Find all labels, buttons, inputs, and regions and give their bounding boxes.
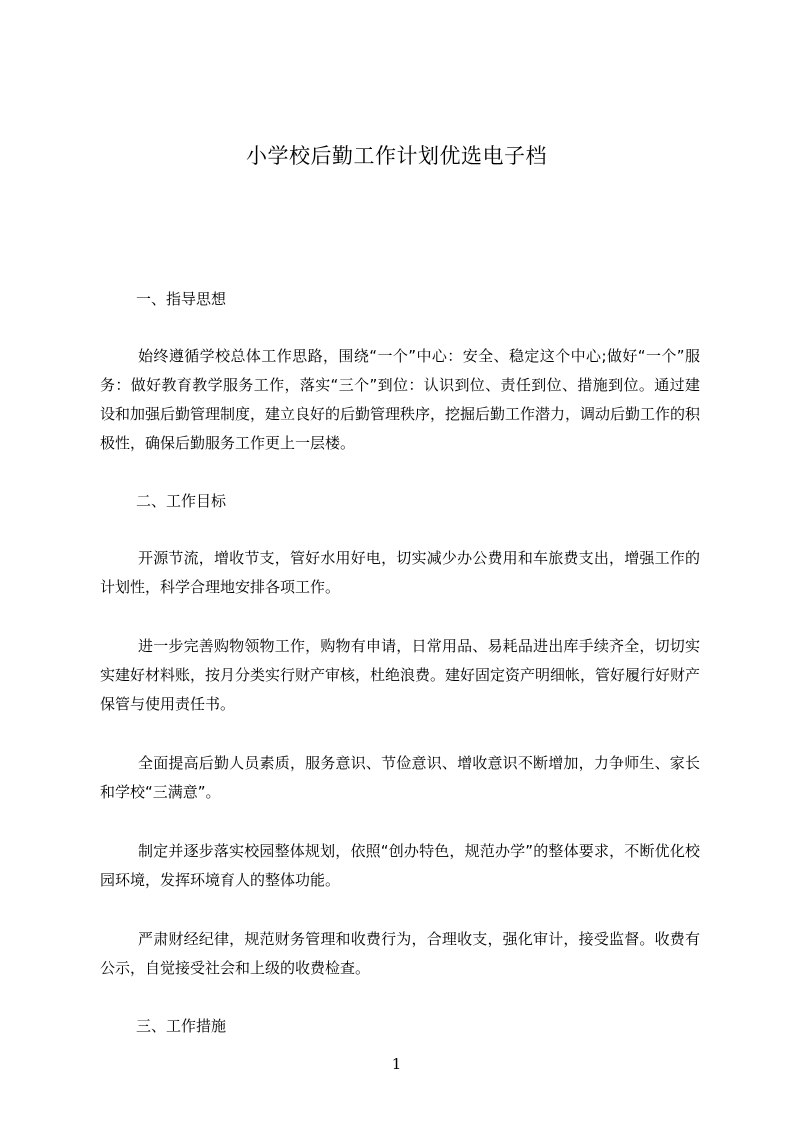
paragraph-goal-4: 制定并逐步落实校园整体规划，依照“创办特色，规范办学”的整体要求，不断优化校园环境，发挥环境育人的整体功能。 [100, 842, 700, 889]
paragraph-goal-1: 开源节流，增收节支，管好水用好电，切实减少办公费用和车旅费支出，增强工作的计划性，科学合理地安排各项工作。 [100, 549, 700, 596]
paragraph-goal-2: 进一步完善购物领物工作，购物有申请，日常用品、易耗品进出库手续齐全，切切实实建好材料账，按月分类实行财产审核，杜绝浪费。建好固定资产明细帐，管好履行好财产保管与使用责任书。 [100, 637, 701, 713]
paragraph-goal-5: 严肃财经纪律，规范财务管理和收费行为，合理收支，强化审计，接受监督。收费有公示，自觉接受社会和上级的收费检查。 [100, 930, 700, 977]
document-title: 小学校后勤工作计划优选电子档 [246, 144, 547, 168]
paragraph-guiding-ideology: 始终遵循学校总体工作思路，围绕“一个”中心：安全、稳定这个中心;做好“一个”服务：做好教育教学服务工作，落实“三个”到位：认识到位、责任到位、措施到位。通过建设和加强后勤管理制度，建立良好的后勤管理秩序，挖掘后勤工作潜力，调动后勤工作的积极性，确保后勤服务工作更上一层楼。 [100, 347, 701, 452]
document-body [100, 286, 700, 1039]
paragraph-goal-3: 全面提高后勤人员素质，服务意识、节俭意识、增收意识不断增加，力争师生、家长和学校“三满意”。 [100, 754, 700, 801]
page-number: 1 [391, 1055, 402, 1073]
section-heading-guiding-ideology: 一、指导思想 [136, 290, 227, 308]
section-heading-work-goals: 二、工作目标 [136, 492, 227, 510]
section-heading-work-measures: 三、工作措施 [136, 1017, 227, 1035]
